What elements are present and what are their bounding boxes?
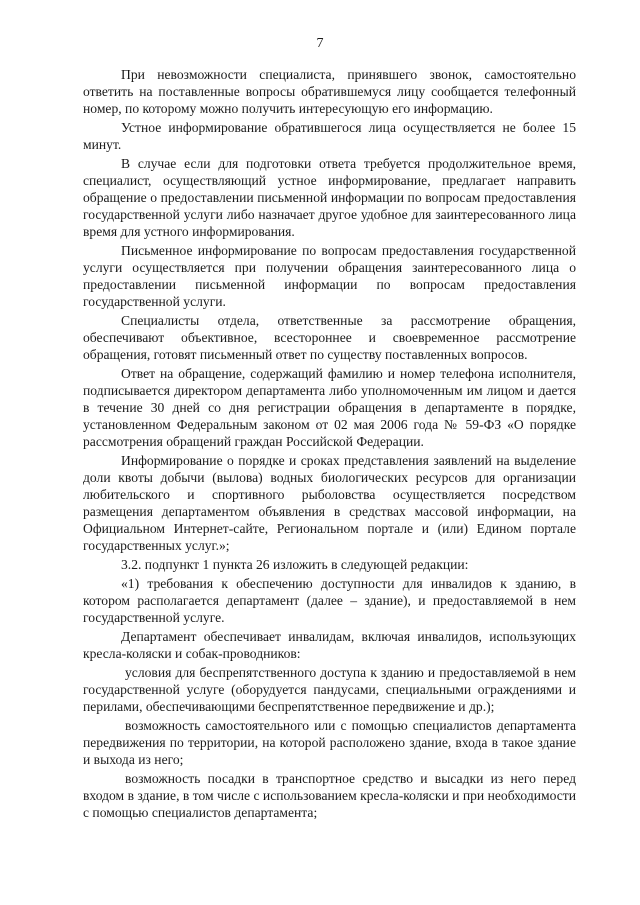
paragraph-long-answer: В случае если для подготовки ответа требуется продолжительное время, специалист, осуществляющий устное информирование, предлагает направить обращение о предоставлении письменной информации по вопросам предоставления государственной услуги либо назначает другое удобное для заинтересованного лица время для устного информирования. [83, 156, 576, 239]
paragraph-specialists: Специалисты отдела, ответственные за рассмотрение обращения, обеспечивают объективное, всестороннее и своевременное рассмотрение обращения, готовят письменный ответ по существу поставленных вопросов. [83, 313, 576, 362]
paragraph-amendment: 3.2. подпункт 1 пункта 26 изложить в следующей редакции: [121, 557, 469, 572]
paragraph-transport-boarding: возможность посадки в транспортное средство и высадки из него перед входом в здание, в том числе с использованием кресла-коляски и при необходимости с помощью специалистов департамента; [83, 771, 576, 820]
paragraph-barrier-free-access: условия для беспрепятственного доступа к зданию и предоставляемой в нем государственной услуге (оборудуется пандусами, специальными ограждениями и перилами, обеспечивающими беспрепятственное передвижение и др.); [83, 665, 576, 714]
paragraph-callback-info: При невозможности специалиста, принявшего звонок, самостоятельно ответить на поставленные вопросы обратившемуся лицу сообщается телефонный номер, по которому можно получить интересующую его информацию. [83, 67, 576, 116]
paragraph-quota-info: Информирование о порядке и сроках представления заявлений на выделение доли квоты добычи (вылова) водных биологических ресурсов для организации любительского и спортивного рыболовства осуществляется посредством размещения департаментом объявления в средствах массовой информации, на Официальном Интернет-сайте, Региональном портале и (или) Едином портале государственных услуг.»; [83, 453, 576, 553]
paragraph-answer-signing: Ответ на обращение, содержащий фамилию и номер телефона исполнителя, подписывается директором департамента либо уполномоченным им лицом и дается в течение 30 дней со дня регистрации обращения в департаменте в порядке, установленном Федеральным законом от 02 мая 2006 года № 59-ФЗ «О порядке рассмотрения обращений граждан Российской Федерации. [83, 366, 576, 449]
paragraph-oral-duration: Устное информирование обратившегося лица осуществляется не более 15 минут. [83, 120, 576, 152]
paragraph-written-info: Письменное информирование по вопросам предоставления государственной услуги осуществляется при получении обращения заинтересованного лица о предоставлении письменной информации по вопросам предоставления государственной услуги. [83, 243, 576, 309]
paragraph-department-provides: Департамент обеспечивает инвалидам, включая инвалидов, использующих кресла-коляски и собак-проводников: [83, 629, 576, 661]
page-number: 7 [316, 36, 324, 51]
document-body [83, 66, 576, 823]
paragraph-accessibility-requirements: «1) требования к обеспечению доступности для инвалидов к зданию, в котором располагается департамент (далее – здание), и предоставляемой в нем государственной услуге. [83, 576, 576, 625]
paragraph-movement-assistance: возможность самостоятельного или с помощью специалистов департамента передвижения по территории, на которой расположено здание, входа в такое здание и выхода из него; [83, 718, 576, 767]
